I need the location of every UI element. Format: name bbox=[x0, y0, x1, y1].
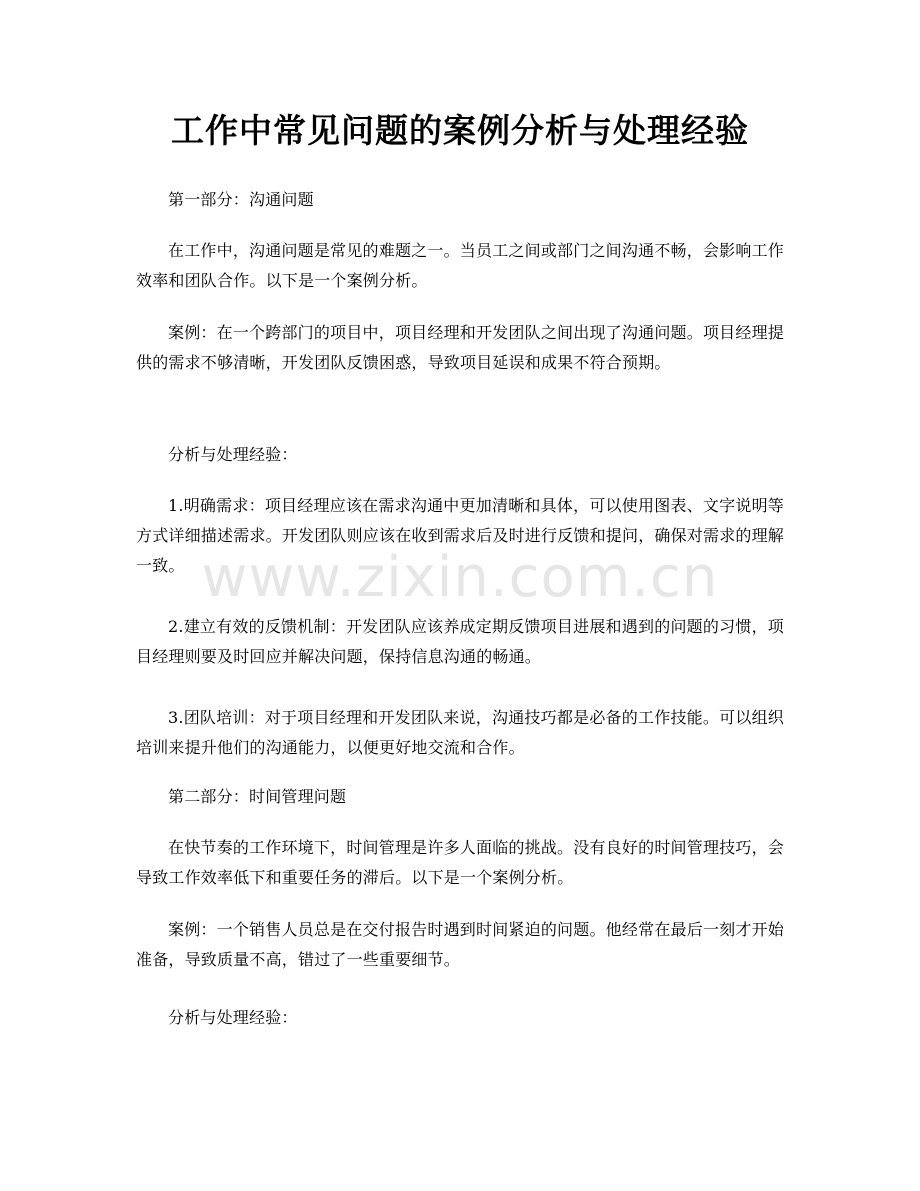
paragraph-time-management-case: 案例：一个销售人员总是在交付报告时遇到时间紧迫的问题。他经常在最后一刻才开始准备，导致质量不高，错过了一些重要细节。 bbox=[136, 920, 784, 969]
paragraph-communication-intro: 在工作中，沟通问题是常见的难题之一。当员工之间或部门之间沟通不畅，会影响工作效率和团队合作。以下是一个案例分析。 bbox=[136, 241, 784, 290]
paragraph-time-management-intro: 在快节奏的工作环境下，时间管理是许多人面临的挑战。没有良好的时间管理技巧，会导致工作效率低下和重要任务的滞后。以下是一个案例分析。 bbox=[136, 838, 784, 887]
list-item-clear-requirements: 1.明确需求：项目经理应该在需求沟通中更加清晰和具体，可以使用图表、文字说明等方式详细描述需求。开发团队则应该在收到需求后及时进行反馈和提问，确保对需求的理解一致。 bbox=[136, 496, 785, 575]
list-item-team-training: 3.团队培训：对于项目经理和开发团队来说，沟通技巧都是必备的工作技能。可以组织培训来提升他们的沟通能力，以便更好地交流和合作。 bbox=[136, 708, 784, 757]
section-heading-communication: 第一部分：沟通问题 bbox=[168, 190, 314, 209]
document-title: 工作中常见问题的案例分析与处理经验 bbox=[171, 111, 749, 150]
analysis-heading-communication: 分析与处理经验： bbox=[168, 445, 298, 464]
analysis-heading-time-management: 分析与处理经验： bbox=[168, 1008, 298, 1027]
section-heading-time-management: 第二部分：时间管理问题 bbox=[168, 787, 347, 806]
list-item-feedback-mechanism: 2.建立有效的反馈机制：开发团队应该养成定期反馈项目进展和遇到的问题的习惯，项目经理则要及时回应并解决问题，保持信息沟通的畅通。 bbox=[136, 617, 784, 666]
paragraph-communication-case: 案例：在一个跨部门的项目中，项目经理和开发团队之间出现了沟通问题。项目经理提供的需求不够清晰，开发团队反馈困惑，导致项目延误和成果不符合预期。 bbox=[136, 323, 784, 372]
watermark: www.zixin.com.cn bbox=[201, 545, 719, 610]
